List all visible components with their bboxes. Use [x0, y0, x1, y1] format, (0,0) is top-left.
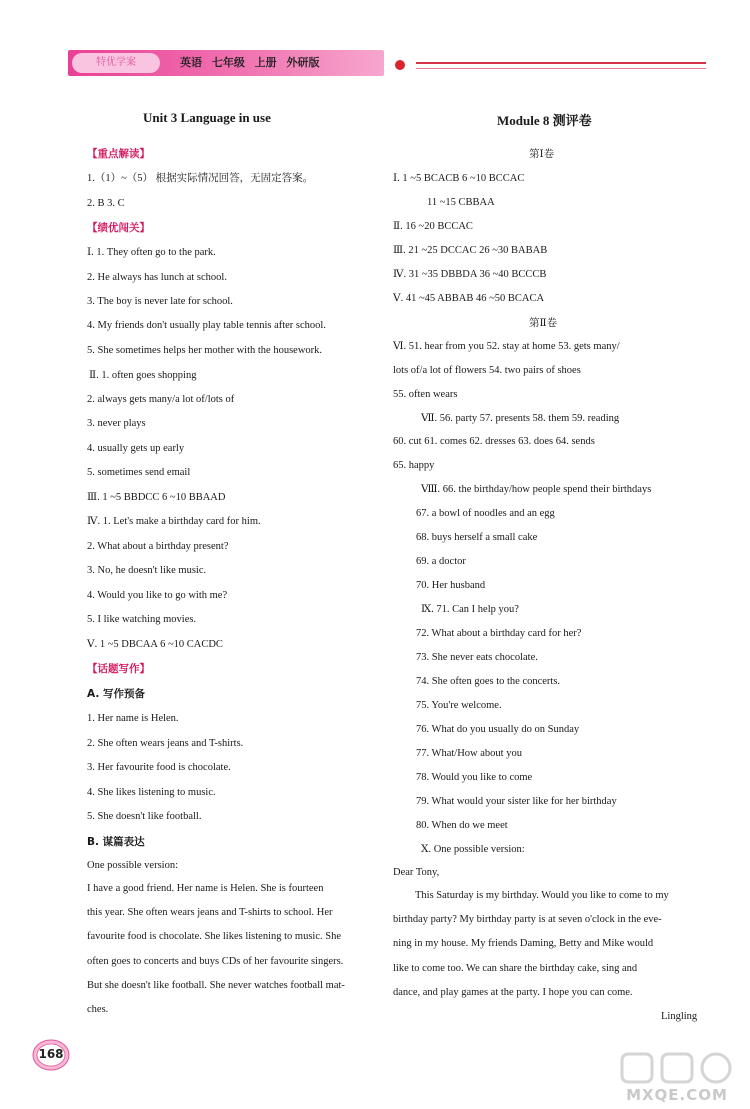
- answer-line: 2. He always has lunch at school.: [87, 272, 227, 283]
- essay-line: often goes to concerts and buys CDs of her favourite singers.: [87, 955, 344, 967]
- answer-line: 78. Would you like to come: [416, 772, 533, 783]
- answer-line: 73. She never eats chocolate.: [416, 652, 538, 663]
- part-one-label: 第Ⅰ卷: [529, 149, 555, 160]
- header-dot: [395, 60, 405, 70]
- answer-line: 2. B 3. C: [87, 198, 125, 209]
- answer-line: 74. She often goes to the concerts.: [416, 676, 561, 687]
- answer-line: 55. often wears: [393, 389, 458, 400]
- watermark-text: MXQE.COM: [626, 1086, 728, 1104]
- answer-line: 79. What would your sister like for her birthday: [416, 796, 617, 807]
- answer-line: 4. usually gets up early: [87, 443, 185, 454]
- answer-line: Ⅴ. 1 ~5 DBCAA 6 ~10 CACDC: [87, 639, 223, 650]
- essay-paragraph: [87, 877, 368, 1022]
- answer-line: 2. always gets many/a lot of/lots of: [87, 394, 235, 405]
- answer-line: 70. Her husband: [416, 580, 486, 591]
- answer-line: Ⅱ. 16 ~20 BCCAC: [393, 221, 473, 232]
- subsection-a: A. 写作预备: [87, 688, 145, 700]
- left-title: Unit 3 Language in use: [143, 110, 271, 125]
- subsection-b: B. 谋篇表达: [87, 836, 145, 848]
- answer-line: 1.（1）~（5） 根据实际情况回答，无固定答案。: [87, 173, 314, 184]
- section-key-points: 【重点解读】: [87, 148, 150, 160]
- watermark-logo-icon: [612, 1050, 742, 1090]
- page-number-badge: [32, 1038, 70, 1072]
- section-challenge: 【绩优闯关】: [87, 222, 150, 234]
- answer-line: Ⅰ. 1 ~5 BCACB 6 ~10 BCCAC: [393, 173, 525, 184]
- answer-line: Ⅴ. 41 ~45 ABBAB 46 ~50 BCACA: [393, 293, 545, 304]
- answer-line: 68. buys herself a small cake: [416, 532, 538, 543]
- answer-line: Ⅹ. One possible version:: [421, 844, 525, 855]
- page-number: 168: [38, 1047, 64, 1061]
- answer-line: 67. a bowl of noodles and an egg: [416, 508, 555, 519]
- letter-line: like to come too. We can share the birthday cake, sing and: [393, 962, 638, 974]
- answer-line: 75. You're welcome.: [416, 700, 502, 711]
- answer-line: Ⅲ. 1 ~5 BBDCC 6 ~10 BBAAD: [87, 492, 226, 503]
- essay-line: I have a good friend. Her name is Helen. She is fourteen: [87, 883, 324, 894]
- section-writing: 【话题写作】: [87, 663, 150, 675]
- answer-line: 11 ~15 CBBAA: [427, 197, 495, 208]
- answer-line: 3. No, he doesn't like music.: [87, 565, 207, 576]
- letter-line: dance, and play games at the party. I hope you can come.: [393, 986, 633, 998]
- answer-line: 76. What do you usually do on Sunday: [416, 724, 580, 735]
- answer-line: 5. I like watching movies.: [87, 614, 197, 625]
- essay-line: But she doesn't like football. She never watches football mat-: [87, 979, 345, 991]
- answer-line: Ⅷ. 66. the birthday/how people spend their birthdays: [421, 484, 652, 495]
- essay-line: this year. She often wears jeans and T-shirts to school. Her: [87, 907, 333, 919]
- answer-line: 72. What about a birthday card for her?: [416, 628, 582, 639]
- letter-line: This Saturday is my birthday. Would you like to come to my: [415, 890, 669, 901]
- answer-line: 4. Would you like to go with me?: [87, 590, 228, 601]
- part-two-label: 第Ⅱ卷: [529, 318, 558, 329]
- answer-line: 2. She often wears jeans and T-shirts.: [87, 738, 244, 749]
- header-tag: 特优学案: [72, 53, 160, 73]
- answer-line: 77. What/How about you: [416, 748, 522, 759]
- letter-greeting: Dear Tony,: [393, 867, 440, 878]
- answer-line: Ⅸ. 71. Can I help you?: [421, 604, 519, 615]
- answer-line: Ⅱ. 1. often goes shopping: [89, 370, 197, 381]
- header-rule-thin: [416, 68, 706, 69]
- right-title: Module 8 测评卷: [497, 113, 592, 128]
- answer-line: 65. happy: [393, 460, 435, 471]
- answer-line: Ⅰ. 1. They often go to the park.: [87, 247, 216, 258]
- answer-line: Ⅳ. 31 ~35 DBBDA 36 ~40 BCCCB: [393, 269, 547, 280]
- letter-line: birthday party? My birthday party is at seven o'clock in the eve-: [393, 914, 662, 926]
- answer-line: lots of/a lot of flowers 54. two pairs of shoes: [393, 365, 581, 376]
- answer-line: 2. What about a birthday present?: [87, 541, 229, 552]
- essay-line: ches.: [87, 1004, 109, 1016]
- answer-line: 3. Her favourite food is chocolate.: [87, 762, 231, 773]
- answer-line: 5. She doesn't like football.: [87, 811, 202, 822]
- letter-signature: Lingling: [661, 1011, 698, 1022]
- answer-line: Ⅵ. 51. hear from you 52. stay at home 53. gets many/: [393, 341, 620, 352]
- answer-line: Ⅶ. 56. party 57. presents 58. them 59. reading: [421, 413, 620, 424]
- answer-line: 3. never plays: [87, 418, 146, 429]
- letter-paragraph: [393, 884, 700, 1005]
- essay-intro: One possible version:: [87, 860, 178, 871]
- answer-line: 69. a doctor: [416, 556, 466, 567]
- header-subject: 英语 七年级 上册 外研版: [180, 56, 320, 69]
- answer-line: 4. My friends don't usually play table tennis after school.: [87, 320, 326, 331]
- answer-line: 5. She sometimes helps her mother with the housework.: [87, 345, 323, 356]
- essay-line: favourite food is chocolate. She likes listening to music. She: [87, 931, 341, 943]
- letter-line: ning in my house. My friends Daming, Betty and Mike would: [393, 938, 654, 950]
- header-rule: [416, 62, 706, 64]
- answer-line: 60. cut 61. comes 62. dresses 63. does 64. sends: [393, 436, 595, 447]
- answer-line: 5. sometimes send email: [87, 467, 191, 478]
- answer-line: 3. The boy is never late for school.: [87, 296, 233, 307]
- header-banner: [68, 50, 384, 76]
- answer-line: Ⅲ. 21 ~25 DCCAC 26 ~30 BABAB: [393, 245, 548, 256]
- watermark: [612, 1050, 742, 1105]
- answer-line: Ⅳ. 1. Let's make a birthday card for him.: [87, 516, 261, 527]
- answer-line: 80. When do we meet: [416, 820, 508, 831]
- answer-line: 1. Her name is Helen.: [87, 713, 179, 724]
- answer-line: 4. She likes listening to music.: [87, 787, 216, 798]
